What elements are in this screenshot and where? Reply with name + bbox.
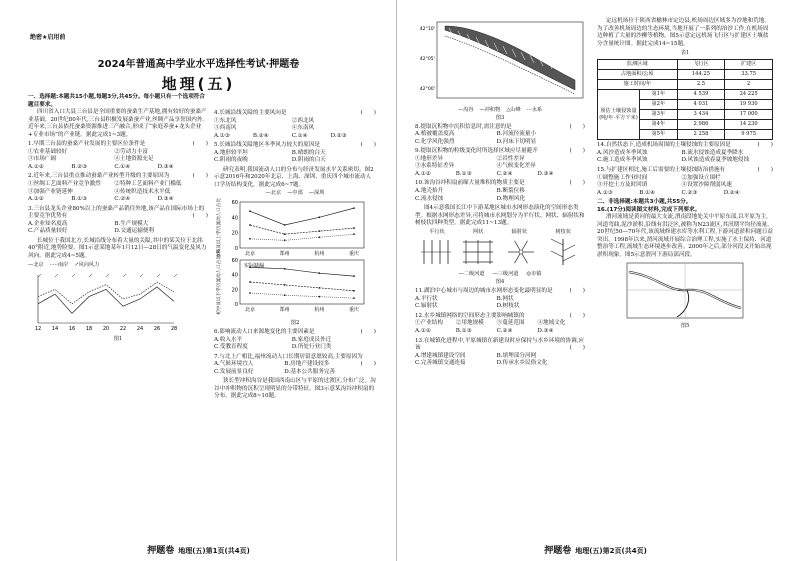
section2-head: 二、非选择题:本题共3小题,共55分。: [597, 199, 692, 206]
page1-right-column: [214, 108, 376, 401]
data-point: [318, 231, 320, 233]
question-8: 8.提取沉积物中沉积信息时,需注意的是 ( ) A.植被覆盖度高 B.河流径流量小 C.化学风化强烈 D.河床下切明显: [415, 123, 585, 145]
x-tick-label: 28: [170, 325, 178, 332]
series-line-0: [38, 287, 174, 313]
y-tick-label: 20: [231, 287, 238, 294]
data-point: [318, 217, 320, 219]
x-tick-label: 杭州: [314, 251, 325, 258]
q2-stem: 2.近年来,三台县重点推动蚕桑产业转型升级的主要原因为: [28, 173, 170, 180]
x-tick-label: 重庆: [348, 307, 360, 314]
passage1: 四川省入口大县三台县是全国重要的蚕桑生产基地,拥有较好的蚕桑产业基础。20世纪80年代,三台县积极发展桑蚕产业,丝绸产品享誉国内外。近年来,三台县依托蚕桑资源推进三产融合,形成了“家庭养蚕+龙头企业+专业市场”的产业链。据此完成1~3题。: [28, 109, 209, 138]
panel-frame-0: [240, 202, 364, 248]
data-point: [318, 273, 320, 275]
page1-left-column: [28, 94, 208, 343]
figure-4: 平行状 网状 辐射状 树枝状 —二级河道 —三级河道 ◎市镇 图4: [415, 229, 585, 287]
latitude-label: 42°10': [419, 27, 435, 32]
series-line-0: [250, 209, 354, 226]
x-tick-label: 22: [119, 325, 127, 332]
question-7: 7.与北上广相比,福州流动人口长期居留意愿较高,主要原因为 ( ) A.气候环境宜人 B.房地产建设较多 C.发展前景良好 D.基本公共服务完善: [214, 353, 376, 375]
y-tick-label: 0: [234, 246, 238, 253]
question-14: 14.自然状态下,造成机场周围的土壤侵蚀的主要原因是 ( ) A.风沙造成冬季风蚀 B.流水侵蚀造成夏季降水 C.施工造成冬季风蚀 D.风蚀造成春夏季坡地侵蚀: [597, 142, 773, 164]
series-line-0: [250, 268, 354, 277]
data-point: [353, 298, 355, 300]
data-point: [249, 225, 251, 227]
data-point: [284, 285, 286, 287]
page2-left-column: [415, 20, 585, 368]
q3-stem: 3.三台县龙头企业80%以上的蚕桑产品销往外地,该产品在国际市场上的主要竞争优势有: [28, 205, 205, 220]
latitude-label: 42°00': [419, 87, 435, 92]
y-tick-label: 40: [231, 215, 238, 222]
x-tick-label: 12: [34, 325, 42, 332]
question-1: 1.早期三台县的蚕桑产业发展的主要区位条件是 ( ) ①农业基础较好 ②劳动力丰富 ③市场广阔 ④土地资源充足 A.①② B.②③ C.①④ D.③④: [28, 141, 208, 170]
erosion-table: 监测区域 飞行区 扩建区 占地面积/公顷 144.25 33.75 施工时间/年 2.5 2 预估土壤侵蚀量(吨/年·平方千米) 第1年 4 539 24 225 第2年 4 031 19 930 第3年 3 434 17 000 第4年 2 986 14 230 第5年 2 258 9 975: [597, 59, 773, 140]
subject-title: 地理(五): [161, 75, 236, 93]
question-15: 15.与扩建区相比,施工后需要的土壤侵蚀防治措施有 ( ) ①调整施工作业时间 ②加强设立围栏 ③开挖土方及时回填 ④设置沙障削弱风速 A.①③ B.①④ C.②③ D.②④: [597, 166, 773, 196]
data-point: [353, 234, 355, 236]
page1-footer: 押题卷 地理(五)第1页(共4页): [147, 545, 250, 556]
data-point: [353, 290, 355, 292]
latitude-label: 42°05': [419, 57, 435, 62]
series-line-1: [250, 282, 354, 291]
figure-3-map: [415, 20, 585, 102]
wind-arrow: [123, 274, 126, 277]
passage2: 长城位于我国北方,长城沿线分布着大量的关隘,其中的某关位于北纬40°附近,地势险要。图1示意某地某年1月12日—28日的气温变化及风力风向。据此完成4~5题。: [28, 237, 207, 259]
y-axis-label: 本科及以上学历流动人口占比/%: [217, 198, 222, 259]
question-2: 2.近年来,三台县重点推动蚕桑产业转型升级的主要原因为 ( ) ①丝绸工艺面料产业竞争激烈 ②特种工艺面料产业门槛低 ③加强产业链延伸 ④传统织造技术水平低 A.①② B.①③ C.②④ D.③④: [28, 173, 208, 203]
series-line-2: [250, 235, 354, 241]
figure-3: 42°10' 42°05' 42°00' —沟谷 —冲积物 △山峰 ···水系 图3: [415, 20, 585, 122]
x-tick-label: 24: [136, 325, 144, 332]
y-tick-label: 60: [231, 200, 238, 207]
data-point: [353, 276, 355, 278]
section1-head: 一、选择题:本题共15小题,每题3分,共45分。每小题只有一个选项符合题目要求。: [28, 94, 205, 108]
figure-5-map: 图5: [597, 262, 773, 331]
figure-1: —北京 ·····南岸 ↗风向风力 12 14 16 18 20 22 24 26 28 图1: [28, 262, 178, 343]
exam-title: 2024年普通高中学业水平选择性考试·押题卷: [97, 59, 300, 70]
data-point: [284, 268, 286, 270]
x-tick-label: 14: [51, 325, 59, 332]
town-marker: [519, 250, 523, 254]
branch-line: [563, 245, 575, 251]
figure-2-chart: [214, 198, 374, 316]
question-6: 6.影响流动人口来源地变化的主要因素是 ( ) A.收入水平 B.家庭成员外迁 C.受教育程度 D.所处行业门类: [214, 329, 376, 351]
page-2: [397, 0, 794, 561]
branch-line: [551, 251, 563, 257]
data-point: [249, 238, 251, 240]
q16-head: 16.(17分)阅读图文材料,完成下列要求。: [597, 206, 701, 213]
question-13: 13.在城镇化进程中,平原城镇在新建设时应保持与水乡环境的协调,应该 ( ) A.增建城镇建设空间 B.填埋部分河网 C.完善城镇交通连接 D.传承水乡民俗文化: [415, 337, 585, 367]
q16-text: 渭河流域是黄河的最大支流,渭南段地处关中平原东部,以平原为主,河道弯曲,泥沙淤积,沿线有洪泛区,被称为N23流区,其汛期平均径流量。20世纪50—70年代,该流域修建水库等水利工程,下游河道淤积问题日益突出。1998年以来,渭河流域开展综合治理工程,实施了水土保持、河道整治等工程,流域生态环境逐步改善。2000年之后,部分河段又开始出现淤积现象。图5示意渭河下游局部河段。: [597, 214, 773, 258]
figure-4-patterns: [415, 237, 585, 267]
branch-line: [551, 239, 563, 245]
wind-arrow: [174, 274, 177, 277]
data-point: [318, 237, 320, 239]
question-9: 9.提取沉积物的粒级变化时所选择区域应尽量避开 ( ) ①地形差异 ②岩性差异 ③水系特征差异 ④气候变化差异 A.①② B.①③ C.②④ D.③④: [415, 148, 585, 177]
x-tick-label: 杭州: [314, 307, 325, 314]
series-line-1: [38, 282, 174, 304]
question-4: 4.长城沿线关隘的主要风向是 ( ) ①东北风 ②西北风 ③西南风 ④东南风 A.①③ B.②④ C.①④ D.②③: [214, 110, 376, 139]
secret-label: 绝密★启用前: [30, 34, 66, 41]
question-5: 5.长城沿线关隘地区冬季风力较大的原因是 ( ) A.地形较平坦 B.晴朗的白天 C.阴雨的夜晚 D.阴雨的白天: [214, 142, 376, 164]
x-tick-label: 重庆: [348, 251, 360, 258]
wind-arrow: [89, 274, 92, 277]
branch-line: [563, 255, 575, 261]
figure-1-chart: [28, 271, 178, 333]
data-point: [353, 228, 355, 230]
x-tick-label: 郑州: [279, 307, 290, 314]
page2-right-column: 定远机场位于陕西省榆林市定边县,机场周边区域多为沙地和荒地。为了改善机场周边的生态环境,当地开展了一系列的治沙工作,在机场周边种植了大量的沙柳等植物。图5示意定远机场飞行区与扩建区土壤盐分含量统计图。据此完成14~15题。 表1 监测区域 飞行区 扩建区 占地面积/公顷 144.25 33.75 施工时间/年 2.5 2 预估土壤侵蚀量(吨/年·平方千米) 第1年 4 539 24 225 第2年 4 031 19 930 第3年 3 434 17 000 第4年 2 986 14 230 第5年 2 258 9 975 14.自然状态下,造成机场周围的土壤侵蚀的主要原因是 ( ) A.风沙造成冬季风蚀 B.流水侵蚀造成夏季降水 C.施工造成冬季风蚀 D.风蚀造成春夏季坡地侵蚀 15.与扩建区相比,施工后需要的土壤侵蚀防治措施有 ( ) ①调整施工作业时间 ②加强设立围栏 ③开挖土方及时回填 ④设置沙障削弱风速 A.①③ B.①④ C.②③ D.②④ 二、非选择题:本题共3小题,共55分。 16.(17分)阅读图文材料,完成下列要求。 渭河流域是黄河的最大支流,渭南段地处关中平原东部,以平原为主,河道弯曲,泥沙淤积,沿线有洪泛区,被称为N23流区,其汛期平均径流量。20世纪50—70年代,该流域修建水库等水利工程,下游河道淤积问题日益突出。1998年以来,渭河流域开展综合治理工程,实施了水土保持、河道整治等工程,流域生态环境逐步改善。2000年之后,部分河段又开始出现淤积现象。图5示意渭河下游局部河段。 图5: [597, 18, 773, 330]
wind-arrow: [140, 274, 143, 277]
question-10: 10.该沟谷冲积扇前缘大量堆积的物质主要是 ( ) A.地壳抬升 B.断裂位移 C.流水侵蚀 D.物理风化: [415, 180, 585, 202]
series-line-2: [250, 293, 354, 298]
x-tick-label: 16: [68, 325, 76, 332]
data-point: [318, 287, 320, 289]
data-point: [284, 295, 286, 297]
wind-arrow: [106, 274, 109, 277]
y-tick-label: 0: [234, 302, 238, 309]
passage4: 狭长型冲积沟谷是我国西南山区与平原的过渡区,分布广泛。沟谷中冲积物的沉积呈现明显的分带特征。图3示意某沟谷冲积扇的分布。据此完成8~10题。: [214, 378, 376, 400]
x-tick-label: 26: [153, 325, 161, 332]
data-point: [284, 240, 286, 242]
river-map: [597, 262, 773, 320]
passage3: 研究表明,我国流动人口的分布与经济发展水平关系密切。图2示意2016年和2020年北京、上海、深圳、重庆四个城市流动人口学历结构变化。据此完成6~7题。: [214, 166, 374, 188]
x-tick-label: 18: [85, 325, 93, 332]
wind-arrow: [38, 274, 41, 277]
question-11: 11.湖泊中心城市与周边的城市水网形态变化最明显的是 ( ) A.平行状 B.网状 C.辐射状 D.树枝状: [415, 288, 585, 310]
wind-arrow: [55, 274, 58, 277]
data-point: [249, 282, 251, 284]
y-tick-label: 60: [231, 258, 238, 265]
passage6: 定远机场位于陕西省榆林市定边县,机场周边区域多为沙地和荒地。为了改善机场周边的生态环境,当地开展了一系列的治沙工作,在机场周边种植了大量的沙柳等植物。图5示意定远机场飞行区与扩建区土壤盐分含量统计图。据此完成14~15题。: [597, 18, 770, 47]
x-tick-label: 北京: [244, 251, 256, 258]
x-tick-label: 郑州: [279, 251, 290, 258]
question-12: 12.水乡城镇网络的空间形态主要影响城镇的 ( ) ①产业结构 ②用地规模 ③蔓延范围 ④地域文化 A.①② B.①③ C.②④ D.③④: [415, 312, 585, 335]
data-point: [353, 208, 355, 210]
data-point: [249, 211, 251, 213]
page2-footer: 押题卷 地理(五)第2页(共4页): [544, 545, 647, 556]
y-tick-label: 40: [231, 273, 238, 280]
series-line-1: [250, 225, 354, 234]
data-point: [318, 296, 320, 298]
figure-2: —北京 —中部 —深圳 60 40 20 0 本科及以上学历流动人口占比/% 北京 郑州 杭州 重庆 60 40 20 0 初中及以下学历流动人口占比/% 实际缺漏 北京 郑州 杭州 重庆 图2: [214, 190, 376, 327]
y-axis-label: 初中及以下学历流动人口占比/%: [217, 249, 222, 316]
panel-title: 实际缺漏: [244, 263, 265, 270]
x-tick-label: 北京: [244, 307, 256, 314]
data-point: [249, 293, 251, 295]
q1-stem: 1.早期三台县的蚕桑产业发展的主要区位条件是: [28, 141, 146, 148]
data-point: [284, 225, 286, 227]
y-tick-label: 20: [231, 231, 238, 238]
data-point: [284, 234, 286, 236]
wind-arrow: [72, 274, 75, 277]
question-3: 3.三台县龙头企业80%以上的蚕桑产品销往外地,该产品在国际市场上的主要竞争优势有 ( ) A.企业知名度高 B.生产规模大 C.产品质量较好 D.交通运输便利: [28, 205, 208, 235]
x-tick-label: 20: [102, 325, 110, 332]
passage5: 图4示意我国长江中下游某地区城市水网形态演化的空间形态类型。根据水网形态差异,可将城市水网划分为平行状、网状、辐射状和树枝状四种类型。据此完成11~13题。: [415, 205, 585, 227]
wind-arrow: [157, 274, 160, 277]
